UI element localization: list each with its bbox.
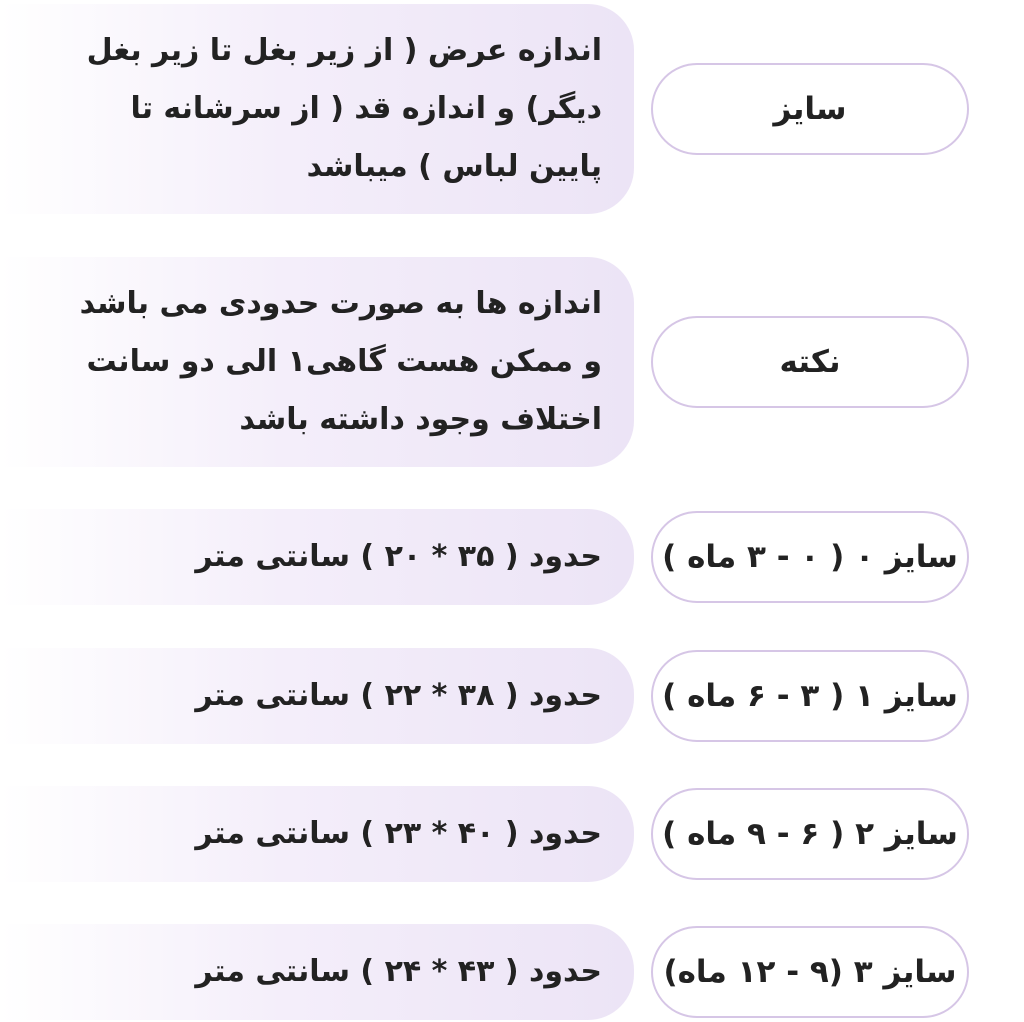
size-table-row [0, 257, 1024, 467]
row-value-text: اندازه عرض ( از زیر بغل تا زیر بغل دیگر) و اندازه قد ( از سرشانه تا پایین لباس ) میباشد [86, 33, 602, 184]
row-value-text: حدود ( ۳۸ * ۲۲ ) سانتی متر [195, 678, 602, 713]
row-value-box [0, 257, 634, 467]
size-table-row [0, 509, 1024, 605]
size-table-row [0, 648, 1024, 744]
row-label-pill: سایز [651, 63, 969, 155]
row-value-text: اندازه ها به صورت حدودی می باشد و ممکن هست گاهی۱ الی دو سانت اختلاف وجود داشته باشد [79, 286, 602, 437]
row-value-box [0, 786, 634, 882]
row-label-pill: سایز ۱ ( ۳ - ۶ ماه ) [651, 650, 969, 742]
row-value-box [0, 4, 634, 214]
row-label-pill: نکته [651, 316, 969, 408]
row-value-text: حدود ( ۴۰ * ۲۳ ) سانتی متر [195, 816, 602, 851]
row-value-box [0, 648, 634, 744]
size-table-row [0, 786, 1024, 882]
size-table-row [0, 4, 1024, 214]
row-value-box [0, 924, 634, 1020]
row-value-text: حدود ( ۴۳ * ۲۴ ) سانتی متر [195, 954, 602, 989]
row-label-pill: سایز ۳ (۹ - ۱۲ ماه) [651, 926, 969, 1018]
row-value-text: حدود ( ۳۵ * ۲۰ ) سانتی متر [195, 539, 602, 574]
row-label-pill: سایز ۰ ( ۰ - ۳ ماه ) [651, 511, 969, 603]
row-value-box [0, 509, 634, 605]
row-label-pill: سایز ۲ ( ۶ - ۹ ماه ) [651, 788, 969, 880]
size-table-row [0, 924, 1024, 1020]
